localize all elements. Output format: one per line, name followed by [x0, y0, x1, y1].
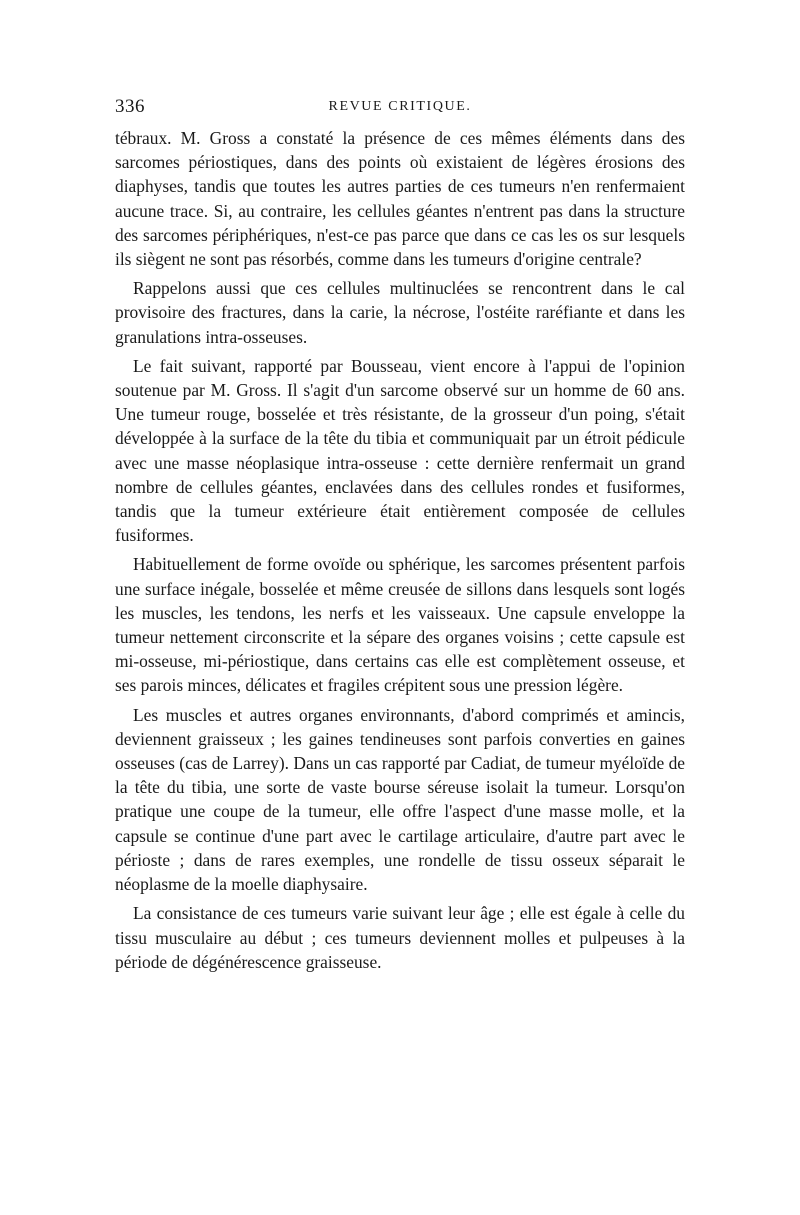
paragraph: Le fait suivant, rapporté par Bousseau, vient encore à l'appui de l'opinion soutenue par M. Gross. Il s'agit d'un sarcome observé sur un homme de 60 ans. Une tumeur rouge, bosselée et très résistante, de la grosseur d'un poing, s'était développée à la surface de la tête du tibia et communiquait par un étroit pédicule avec une masse néoplasique intra-osseuse : cette dernière renfermait un grand nombre de cellules géantes, enclavées dans des cellules rondes et fusiformes, tandis que la tumeur extérieure était entièrement composée de cellules fusiformes. — [115, 355, 685, 546]
paragraph: Les muscles et autres organes environnants, d'abord comprimés et amincis, deviennent graisseux ; les gaines tendineuses sont parfois converties en gaines osseuses (cas de Larrey). Dans un cas rapporté par Cadiat, de tumeur myéloïde de la tête du tibia, une sorte de vaste bourse séreuse isolait la tumeur. Lorsqu'on pratique une coupe de la tumeur, elle offre l'aspect d'une masse molle, et la capsule se continue d'une part avec le cartilage articulaire, d'autre part avec le périoste ; dans de rares exemples, une rondelle de tissu osseux séparait le néoplasme de la moelle diaphysaire. — [115, 704, 685, 895]
paragraph: La consistance de ces tumeurs varie suivant leur âge ; elle est égale à celle du tissu musculaire au début ; ces tumeurs deviennent molles et pulpeuses à la période de dégénérescence graisseuse. — [115, 903, 685, 972]
page — [115, 96, 685, 979]
running-head — [115, 96, 685, 126]
paragraph-continued: tébraux. M. Gross a constaté la présence de ces mêmes éléments dans des sarcomes périostiques, dans des points où existaient de légères érosions des diaphyses, tandis que toutes les autres parties de ces tumeurs n'en renfermaient aucune trace. Si, au contraire, les cellules géantes n'entrent pas dans la structure des sarcomes périphériques, n'est-ce pas parce que dans ce cas les os sur lesquels ils siègent ne sont pas résorbés, comme dans les tumeurs d'origine centrale? — [115, 128, 685, 270]
body-text — [115, 126, 685, 974]
paragraph: Rappelons aussi que ces cellules multinuclées se rencontrent dans le cal provisoire des fractures, dans la carie, la nécrose, l'ostéite raréfiante et dans les granulations intra-osseuses. — [115, 278, 685, 347]
paragraph: Habituellement de forme ovoïde ou sphérique, les sarcomes présentent parfois une surface inégale, bosselée et même creusée de sillons dans lesquels sont logés les muscles, les tendons, les nerfs et les vaisseaux. Une capsule enveloppe la tumeur nettement circonscrite et la sépare des organes voisins ; cette capsule est mi-osseuse, mi-périostique, dans certains cas elle est complètement osseuse, et ses parois minces, délicates et fragiles crépitent sous une pression légère. — [115, 554, 685, 696]
journal-title: REVUE CRITIQUE. — [328, 99, 472, 114]
page-number: 336 — [115, 96, 145, 117]
